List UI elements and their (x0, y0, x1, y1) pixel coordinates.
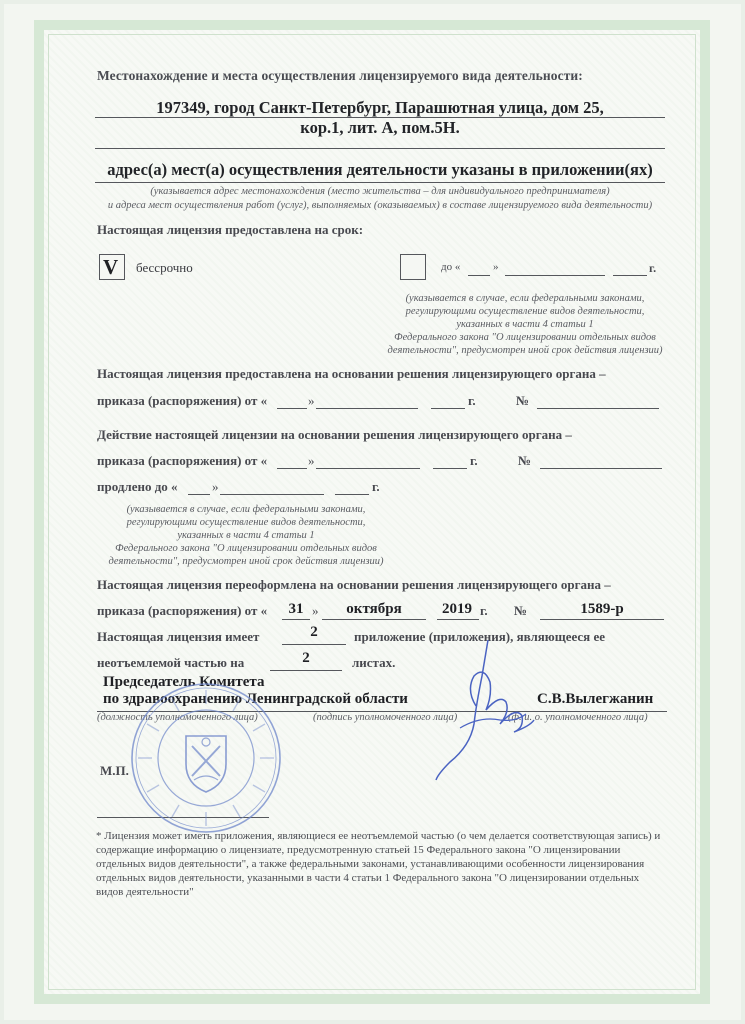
until-month-line (505, 275, 605, 276)
basis-number-label: № (516, 393, 530, 408)
term-note-line-5: деятельности", предусмотрен иной срок действия лицензии) (387, 345, 663, 356)
fixed-term-checkbox (400, 254, 426, 280)
basis-year-line (431, 408, 465, 409)
address-note-2: и адреса мест осуществления работ (услуг), выполняемых (оказываемых) в составе лицензируемого вида деятельности) (107, 200, 653, 211)
indefinite-check-mark: V (103, 255, 119, 279)
indefinite-checkbox (99, 254, 125, 280)
appendix-has-label: Настоящая лицензия имеет (97, 629, 260, 644)
address-line-2: кор.1, лит. А, пом.5Н. (300, 118, 460, 137)
reissue-number-line (540, 619, 664, 620)
until-label: до « (441, 261, 461, 273)
reissue-number: 1589-р (580, 601, 624, 617)
basis-number-line (537, 408, 659, 409)
footnote: * Лицензия может иметь приложения, являющиеся ее неотъемлемой частью (о чем делается соответствующая запись) и содержащие информацию о лицензиате, предусмотренную статьей 15 Федерального закона "О лицензировании отдельных видов деятельности", а также федеральными законами, устанавливающими особенности лицензирования отдельных видов деятельности, указанными в части 4 статьи 1 Федерального закона "О лицензировании отдельных видов деятельности" (96, 830, 661, 898)
address-underline-2 (95, 148, 665, 149)
sheets-label: листах. (352, 655, 396, 670)
location-title: Местонахождение и места осуществления лицензируемого вида деятельности: (97, 68, 583, 83)
validity-day-line (277, 468, 307, 469)
position-line-2: по здравоохранению Ленинградской области (103, 691, 408, 707)
until-quote-close: » (493, 261, 499, 273)
appendix-label: приложение (приложения), являющееся ее (354, 629, 605, 644)
appendix-sheets: 2 (302, 650, 310, 666)
address-line-1: 197349, город Санкт-Петербург, Парашютная улица, дом 25, (156, 98, 604, 117)
extended-year-line (335, 494, 369, 495)
basis-title: Настоящая лицензия предоставлена на основании решения лицензирующего органа – (97, 366, 606, 381)
basis-year-suffix: г. (468, 393, 476, 408)
validity-note-line-4: Федерального закона "О лицензировании отдельных видов (115, 543, 377, 554)
address-underline-3 (95, 182, 665, 183)
validity-month-line (316, 468, 420, 469)
position-note: (должность уполномоченного лица) (97, 712, 258, 723)
validity-note (96, 503, 396, 568)
signatory-name: С.В.Вылегжанин (537, 691, 654, 707)
validity-quote-close: » (308, 453, 315, 468)
appendix-sheets-line (270, 670, 342, 671)
basis-day-line (277, 408, 307, 409)
validity-year-suffix: г. (470, 453, 478, 468)
validity-number-line (540, 468, 662, 469)
reissue-day-line (282, 619, 310, 620)
until-year-suffix: г. (649, 261, 657, 275)
indefinite-label: бессрочно (136, 260, 193, 275)
extended-day-line (188, 494, 210, 495)
extended-year-suffix: г. (372, 479, 380, 494)
position-line-1: Председатель Комитета (103, 674, 265, 690)
reissue-year-suffix: г. (480, 603, 488, 618)
address-line-3: адрес(а) мест(а) осуществления деятельности указаны в приложении(ях) (107, 160, 653, 179)
appendix-count-line (282, 644, 346, 645)
signature-note: (подпись уполномоченного лица) (313, 712, 458, 723)
address-note-1: (указывается адрес местонахождения (место жительства – для индивидуального предпринимателя) (150, 186, 610, 197)
validity-order-label: приказа (распоряжения) от « (97, 453, 268, 468)
handwritten-signature-icon (430, 636, 540, 786)
validity-number-label: № (518, 453, 532, 468)
basis-order-label: приказа (распоряжения) от « (97, 393, 268, 408)
term-note-line-1: (указывается в случае, если федеральными законами, (405, 293, 645, 304)
official-seal-icon (128, 680, 284, 836)
until-year-line (613, 275, 647, 276)
term-note-line-4: Федерального закона "О лицензировании отдельных видов (394, 332, 656, 343)
reissue-order-label: приказа (распоряжения) от « (97, 603, 268, 618)
reissue-quote-close: » (312, 603, 319, 618)
reissue-month-line (322, 619, 426, 620)
validity-title: Действие настоящей лицензии на основании решения лицензирующего органа – (97, 427, 572, 442)
stamp-label: М.П. (100, 763, 129, 778)
term-note-line-2: регулирующими осуществление видов деятельности, (405, 306, 645, 317)
reissue-year: 2019 (442, 601, 472, 617)
basis-quote-close: » (308, 393, 315, 408)
extended-quote-close: » (212, 479, 219, 494)
until-day-line (468, 275, 490, 276)
extended-label: продлено до « (97, 479, 178, 494)
validity-note-line-5: деятельности", предусмотрен иной срок действия лицензии) (108, 556, 384, 567)
extended-month-line (220, 494, 324, 495)
term-title: Настоящая лицензия предоставлена на срок: (97, 222, 364, 237)
validity-note-line-3: указанных в части 4 статьи 1 (177, 530, 315, 541)
basis-month-line (316, 408, 418, 409)
reissue-day: 31 (288, 601, 304, 617)
reissue-year-line (437, 619, 479, 620)
integral-label: неотъемлемой частью на (97, 655, 245, 670)
validity-note-line-1: (указывается в случае, если федеральными законами, (126, 504, 366, 515)
term-note (380, 292, 670, 357)
validity-year-line (433, 468, 467, 469)
reissue-title: Настоящая лицензия переоформлена на основании решения лицензирующего органа – (97, 577, 611, 592)
appendix-count: 2 (310, 624, 318, 640)
term-note-line-3: указанных в части 4 статьи 1 (456, 319, 594, 330)
name-note: (ф. и. о. уполномоченного лица) (508, 712, 648, 723)
reissue-number-label: № (514, 603, 528, 618)
validity-note-line-2: регулирующими осуществление видов деятельности, (126, 517, 366, 528)
reissue-month: октября (346, 601, 402, 617)
